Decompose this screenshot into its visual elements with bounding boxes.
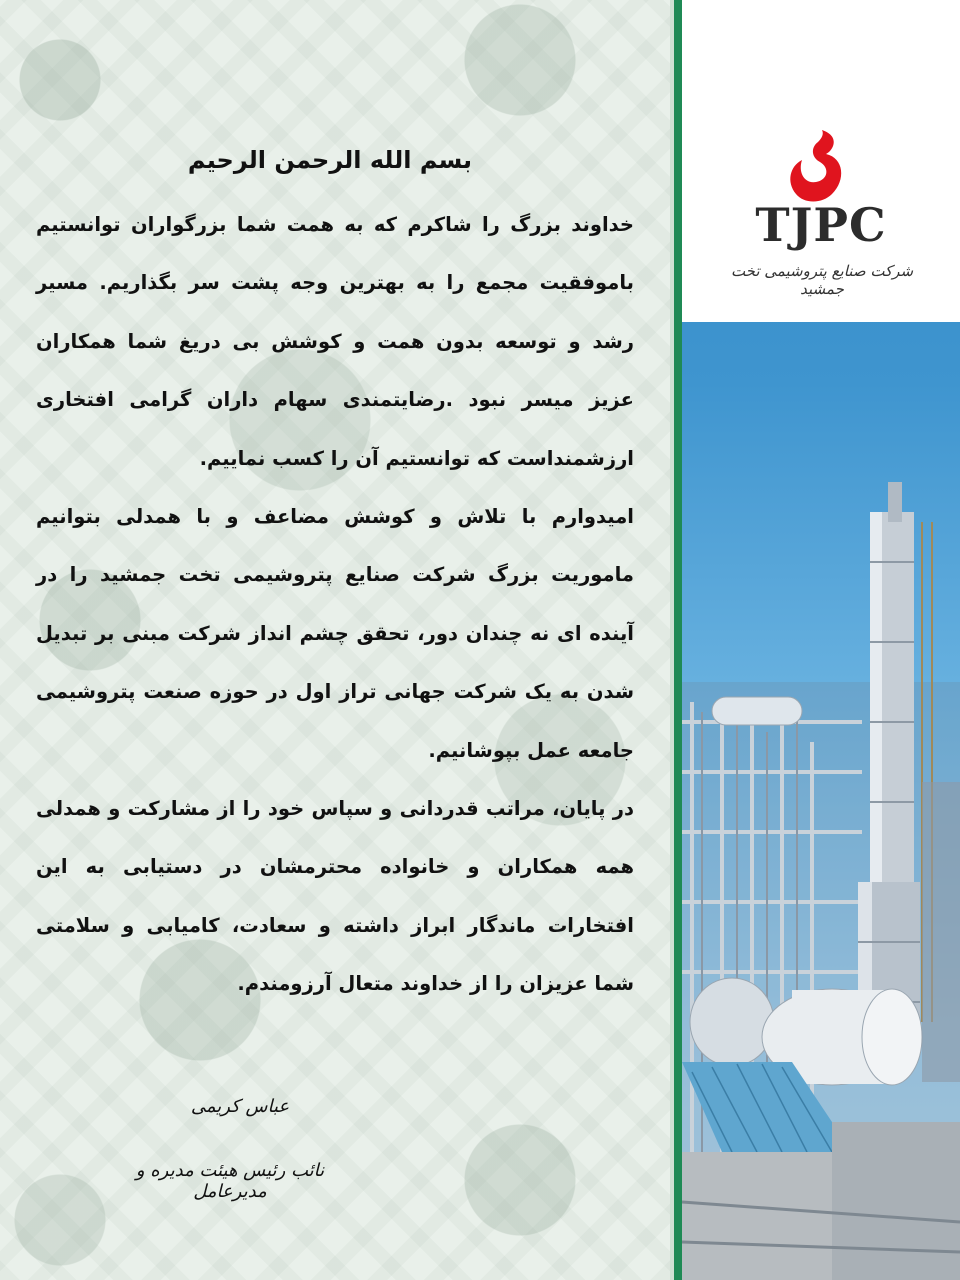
letter-body xyxy=(36,196,634,1014)
signature-name: عباس کریمی xyxy=(190,1096,290,1117)
green-divider xyxy=(670,0,682,1280)
logo-area xyxy=(682,0,960,322)
brand-sidebar xyxy=(682,0,960,1280)
paragraph-3: در پایان، مراتب قدردانی و سپاس خود را از مشارکت و همدلی همه همکاران و خانواده محترمشان در دستیابی به این افتخارات ماندگار ابراز داشته و سعادت، کامیابی و سلامتی شما عزیزان را از خداوند متعال آرزومندم. xyxy=(36,797,634,996)
basmala-heading: بسم الله الرحمن الرحیم xyxy=(187,146,473,174)
paragraph-2: امیدوارم با تلاش و کوشش مضاعف و با همدلی بتوانیم ماموریت بزرگ شرکت صنایع پتروشیمی تخت جمشید را در آینده ای نه چندان دور، تحقق چشم انداز شرکت مبنی بر تبدیل شدن به یک شرکت جهانی تراز اول در حوزه صنعت پتروشیمی جامعه عمل بپوشانیم. xyxy=(36,505,634,762)
signature-title: نائب رئیس هیئت مدیره و مدیرعامل xyxy=(135,1160,325,1202)
flame-icon xyxy=(782,128,852,208)
paragraph-1: خداوند بزرگ را شاکرم که به همت شما بزرگواران توانستیم باموفقیت مجمع را به بهترین وجه پشت سر بگذاریم. مسیر رشد و توسعه بدون همت و کوشش بی دریغ شما همکاران عزیز میسر نبود .رضایتمندی سهام داران گرامی افتخاری ارزشمنداست که توانستیم آن را کسب نماییم. xyxy=(36,213,634,470)
refinery-photo xyxy=(682,322,960,1280)
logo-wordmark: TJPC xyxy=(755,198,887,252)
logo-subtitle: شرکت صنایع پتروشیمی تخت جمشید xyxy=(730,262,914,298)
